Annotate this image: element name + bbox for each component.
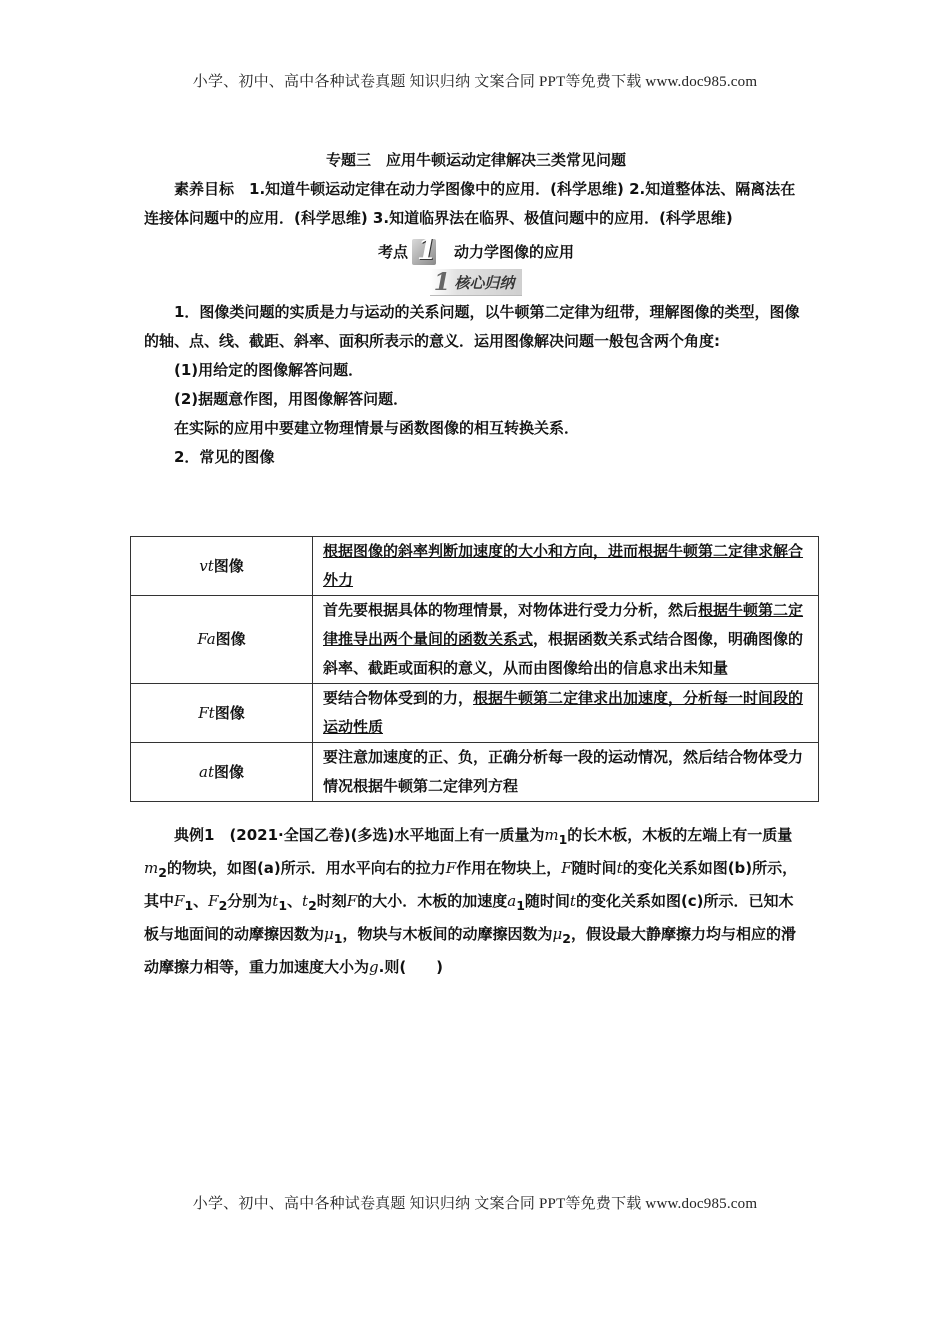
hexin-banner bbox=[144, 269, 808, 296]
table-key-cell: at图像 bbox=[131, 743, 313, 802]
list-item-2: (2)据题意作图，用图像解答问题． bbox=[174, 390, 409, 408]
table-row bbox=[131, 596, 819, 684]
page-title: 专题三 应用牛顿运动定律解决三类常见问题 bbox=[325, 151, 626, 169]
page-header: 小学、初中、高中各种试卷真题 知识归纳 文案合同 PPT等免费下载 www.doc985.com bbox=[192, 74, 758, 90]
page-footer: 小学、初中、高中各种试卷真题 知识归纳 文案合同 PPT等免费下载 www.doc985.com bbox=[192, 1196, 758, 1212]
example-problem: 典例1 (2021·全国乙卷)(多选)水平地面上有一质量为$m_1$的长木板，木板的左端上有一质量$m_2$的物块，如图(a)所示．用水平向右的拉力F作用在物块上，F随时间t的变化关系如图(b)所示，其中$F_1$、$F_2$分别为$t_1$、$t_2$时刻F的大小．木板的加速度$a_1$随时间t的变化关系如图(c)所示．已知木板与地面间的动摩擦因数为$\mu_1$，物块与木板间的动摩擦因数为$\mu_2$，假设最大静摩擦力均与相应的滑动摩擦力相等，重力加速度大小为g.则( ) bbox=[144, 826, 798, 976]
kaodian-label: 考点 bbox=[377, 242, 408, 261]
table-row bbox=[131, 537, 819, 596]
hexin-number: 1 bbox=[433, 267, 451, 296]
table-value-cell: 根据图像的斜率判断加速度的大小和方向，进而根据牛顿第二定律求解合外力 bbox=[313, 537, 819, 596]
kaodian-heading bbox=[144, 233, 808, 267]
table-value-cell: 要结合物体受到的力，根据牛顿第二定律求出加速度，分析每一时间段的运动性质 bbox=[313, 684, 819, 743]
table-row bbox=[131, 743, 819, 802]
table-key-cell: Fa图像 bbox=[131, 596, 313, 684]
kaodian-number: 1 bbox=[417, 233, 437, 266]
paragraph-3: 2．常见的图像 bbox=[174, 448, 275, 466]
hexin-label: 核心归纳 bbox=[454, 274, 515, 292]
example-label: 典例1 bbox=[174, 826, 215, 844]
table-row bbox=[131, 684, 819, 743]
table-key-cell: Ft图像 bbox=[131, 684, 313, 743]
learning-goals: 素养目标 1.知道牛顿运动定律在动力学图像中的应用．(科学思维) 2.知道整体法、隔离法在连接体问题中的应用．(科学思维) 3.知道临界法在临界、极值问题中的应用．(科学思维) bbox=[144, 180, 796, 227]
paragraph-2: 在实际的应用中要建立物理情景与函数图像的相互转换关系． bbox=[174, 419, 580, 437]
table-value-cell: 首先要根据具体的物理情景，对物体进行受力分析，然后根据牛顿第二定律推导出两个量间的函数关系式，根据函数关系式结合图像，明确图像的斜率、截距或面积的意义，从而由图像给出的信息求出未知量 bbox=[313, 596, 819, 684]
paragraph-1: 1．图像类问题的实质是力与运动的关系问题，以牛顿第二定律为纽带，理解图像的类型，图像的轴、点、线、截距、斜率、面积所表示的意义．运用图像解决问题一般包含两个角度: bbox=[144, 303, 800, 350]
kaodian-title: 动力学图像的应用 bbox=[454, 242, 575, 261]
graph-types-table bbox=[130, 536, 819, 802]
table-value-cell: 要注意加速度的正、负，正确分析每一段的运动情况，然后结合物体受力情况根据牛顿第二定律列方程 bbox=[313, 743, 819, 802]
list-item-1: (1)用给定的图像解答问题． bbox=[174, 361, 364, 379]
table-key-cell: vt图像 bbox=[131, 537, 313, 596]
kaodian-number-badge bbox=[412, 233, 438, 267]
main-content bbox=[144, 146, 808, 472]
